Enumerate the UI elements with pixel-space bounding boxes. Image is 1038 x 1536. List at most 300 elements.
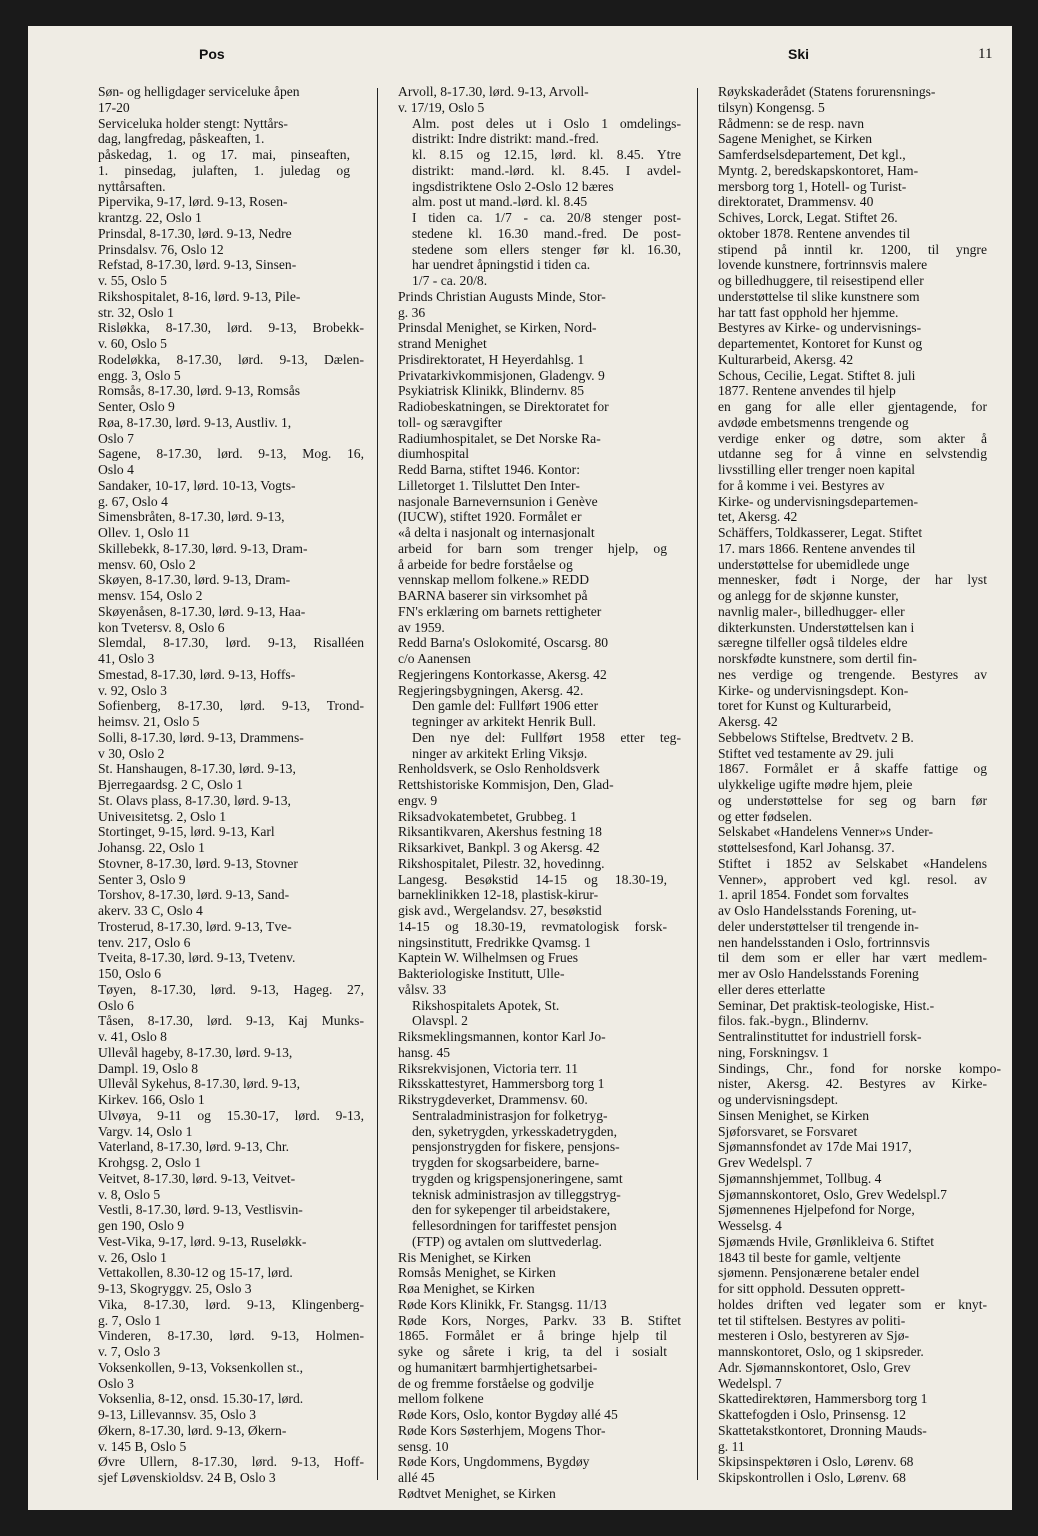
entry-line: tet til stiftelsen. Bestyres av politi-: [718, 1312, 906, 1328]
directory-entry: [98, 919, 364, 951]
entry-line: Økern, 8-17.30, lørd. 9-13, Økern-: [98, 1422, 287, 1438]
directory-entry: [98, 415, 364, 447]
entry-line: av 1959.: [398, 619, 445, 635]
directory-entry: [398, 1076, 681, 1092]
entry-line: Ullevål Sykehus, 8-17.30, lørd. 9-13,: [98, 1076, 300, 1092]
entry-line: v. 17/19, Oslo 5: [398, 99, 485, 115]
entry-line: strand Menighet: [398, 336, 487, 351]
directory-entry: [398, 1454, 681, 1486]
entry-line: akerv. 33 C, Oslo 4: [98, 903, 203, 918]
entry-line: og etter fødselen.: [718, 808, 812, 824]
directory-entry: [718, 368, 1001, 526]
entry-line: navnlig maler-, billedhugger- eller: [718, 603, 905, 619]
entry-line: v. 60, Oslo 5: [98, 336, 167, 351]
directory-entry: [718, 1407, 1001, 1423]
directory-entry: [98, 667, 364, 699]
entry-line: allé 45: [398, 1470, 435, 1485]
directory-entry: [98, 1328, 364, 1360]
entry-line: 1843 til beste for gamle, veltjente: [718, 1249, 901, 1265]
entry-line: Sagene, 8-17.30, lørd. 9-13, Mog. 16,: [98, 446, 364, 462]
entry-line: Prinsdalsv. 76, Oslo 12: [98, 241, 224, 257]
entry-line: teknisk administrasjon av tilleggstryg-: [412, 1186, 621, 1202]
directory-entry: [98, 1297, 364, 1329]
entry-line: Røa Menighet, se Kirken: [398, 1281, 535, 1296]
entry-line: Kirke- og undervisningsdepartemen-: [718, 493, 919, 509]
entry-line: v. 55, Oslo 5: [98, 273, 167, 288]
entry-line: v 30, Oslo 2: [98, 745, 165, 761]
directory-entry: [98, 1171, 364, 1203]
entry-line: 9-13, Skogryggv. 25, Oslo 3: [98, 1281, 252, 1296]
directory-entry: [398, 383, 681, 399]
entry-line: v. 8, Oslo 5: [98, 1186, 161, 1202]
directory-entry: [98, 194, 364, 226]
entry-line: Oslo 3: [98, 1375, 134, 1391]
entry-line: Stovner, 8-17.30, lørd. 9-13, Stovner: [98, 855, 298, 871]
entry-line: til dem som er eller har vært medlem-: [718, 950, 987, 966]
directory-entry: [98, 887, 364, 919]
entry-line: BARNA baserer sin virksomhet på: [398, 588, 588, 603]
entry-line: Kirke- og undervisningsdept. Kon-: [718, 682, 909, 698]
directory-entry: [718, 1029, 1001, 1061]
entry-line: Lilletorget 1. Tilsluttet Den Inter-: [398, 477, 580, 493]
entry-line: Veitvet, 8-17.30, lørd. 9-13, Veitvet-: [98, 1170, 296, 1186]
directory-entry: [98, 446, 364, 478]
entry-line: Refstad, 8-17.30, lørd. 9-13, Sinsen-: [98, 257, 297, 273]
directory-entry: [398, 1029, 681, 1061]
entry-note: [398, 1108, 681, 1250]
entry-line: Vaterland, 8-17.30, lørd. 9-13, Chr.: [98, 1139, 290, 1155]
entry-line: Krohgsg. 2, Oslo 1: [98, 1155, 202, 1170]
entry-line: Ris Menighet, se Kirken: [398, 1249, 531, 1265]
entry-line: stedene som ellers stenger før kl. 16.30,: [412, 241, 681, 257]
directory-entry: [98, 982, 364, 1014]
entry-line: Vettakollen, 8.30-12 og 15-17, lørd.: [98, 1265, 293, 1281]
entry-line: Ullevål hageby, 8-17.30, lørd. 9-13,: [98, 1044, 293, 1060]
directory-entry: [718, 730, 1001, 825]
entry-line: Røykskaderådet (Statens forurensnings-: [718, 84, 936, 99]
entry-line: Skattefogden i Oslo, Prinsensg. 12: [718, 1407, 907, 1422]
entry-line: Ollev. 1, Oslo 11: [98, 525, 190, 540]
directory-entry: [398, 352, 681, 368]
entry-line: Riksmeklingsmannen, kontor Karl Jo-: [398, 1029, 606, 1044]
entry-line: Solli, 8-17.30, lørd. 9-13, Drammens-: [98, 729, 304, 745]
entry-line: mannskontoret, Oslo, og 1 skipsreder.: [718, 1344, 924, 1359]
entry-line: Øvre Ullern, 8-17.30, lørd. 9-13, Hoff-: [98, 1454, 364, 1470]
directory-entry: [718, 1061, 1001, 1108]
entry-line: Sebbelows Stiftelse, Bredtvetv. 2 B.: [718, 729, 914, 745]
entry-line: Røa, 8-17.30, lørd. 9-13, Austliv. 1,: [98, 414, 292, 430]
directory-entry: [718, 1423, 1001, 1455]
entry-line: Røde Kors, Ungdommens, Bygdøy: [398, 1454, 590, 1470]
directory-entry: [98, 1360, 364, 1392]
entry-line: Oslo 6: [98, 997, 134, 1013]
entry-line: tet, Akersg. 42: [718, 509, 798, 525]
entry-line: ingsdistriktene Oslo 2-Oslo 12 bæres: [412, 178, 614, 194]
directory-entry: [98, 1234, 364, 1266]
entry-line: vålsv. 33: [398, 981, 447, 997]
column-divider-left: [377, 88, 378, 1480]
entry-line: Rodeløkka, 8-17.30, lørd. 9-13, Dælen-: [98, 351, 364, 367]
entry-line: livsstilling eller trenger noen kapital: [718, 462, 916, 477]
entry-line: Sindings, Chr., fond for norske kompo-: [718, 1060, 1001, 1076]
directory-entry: [398, 667, 681, 683]
column-left: [98, 84, 364, 1504]
entry-line: mellom folkene: [398, 1391, 484, 1407]
entry-line: deler understøttelser til trengende in-: [718, 918, 919, 934]
entry-line: Redd Barna's Oslokomité, Oscarsg. 80: [398, 635, 609, 651]
directory-entry: [398, 1486, 681, 1502]
directory-entry: [398, 1313, 681, 1408]
entry-line: stipend på inntil kr. 1200, til yngre: [718, 241, 987, 257]
directory-entry: [398, 856, 681, 998]
entry-line: Myntg. 2, beredskapskontoret, Ham-: [718, 162, 919, 178]
entry-line: Voksenlia, 8-12, onsd. 15.30-17, lørd.: [98, 1391, 304, 1407]
entry-line: nasjonale Barnevernsunion i Genève: [398, 493, 598, 509]
entry-line: Regjeringsbygningen, Akersg. 42.: [398, 682, 584, 698]
entry-line: 14-15 og 18.30-19, revmatologisk forsk-: [398, 918, 667, 934]
entry-line: verdige enker og døtre, som akter å: [718, 430, 987, 446]
entry-line: Schous, Cecilie, Legat. Stiftet 8. juli: [718, 367, 916, 383]
entry-line: Prisdirektoratet, H Heyerdahlsg. 1: [398, 351, 585, 367]
entry-line: gen 190, Oslo 9: [98, 1218, 185, 1233]
entry-line: Radiobeskatningen, se Direktoratet for: [398, 399, 609, 414]
entry-note: [398, 210, 681, 289]
entry-line: Røde Kors, Norges, Parkv. 33 B. Stiftet: [398, 1312, 681, 1328]
entry-line: lovende kunstnere, fortrinnsvis malere: [718, 257, 928, 273]
entry-line: filos. fak.-bygn., Blindernv.: [718, 1013, 869, 1029]
running-head-left: Pos: [199, 46, 225, 62]
entry-line: tenv. 217, Oslo 6: [98, 934, 191, 950]
entry-line: arbeid for barn som trenger hjelp, og: [398, 540, 667, 556]
entry-line: v. 145 B, Oslo 5: [98, 1438, 187, 1454]
entry-line: nister, Akersg. 42. Bestyres av Kirke-: [718, 1076, 987, 1092]
entry-line: dikterkunsten. Understøttelsen kan i: [718, 619, 915, 635]
entry-line: 150, Oslo 6: [98, 966, 162, 981]
directory-entry: [718, 1171, 1001, 1187]
entry-line: I tiden ca. 1/7 - ca. 20/8 stenger post-: [412, 210, 681, 225]
directory-entry: [398, 809, 681, 825]
entry-line: Stortinget, 9-15, lørd. 9-13, Karl: [98, 824, 275, 840]
entry-line: mensv. 60, Oslo 2: [98, 556, 196, 572]
entry-line: Alm. post deles ut i Oslo 1 omdelings-: [412, 115, 681, 131]
entry-line: sensg. 10: [398, 1438, 449, 1454]
directory-entry: [98, 761, 364, 793]
directory-entry: [398, 1297, 681, 1313]
entry-line: 1877. Rentene anvendes til hjelp: [718, 383, 896, 399]
entry-line: c/o Aanensen: [398, 651, 471, 666]
entry-line: trygden for skogsarbeidere, barne-: [412, 1155, 600, 1170]
column-middle: [398, 84, 681, 1504]
directory-entry: [718, 1391, 1001, 1407]
entry-line: understøttelse for ubemidlede unge: [718, 556, 910, 572]
directory-entry: [98, 257, 364, 289]
entry-line: Bakteriologiske Institutt, Ulle-: [398, 966, 565, 981]
entry-line: Sjømænds Hvile, Grønlikleiva 6. Stiftet: [718, 1233, 934, 1249]
entry-line: departementet, Kontoret for Kunst og: [718, 336, 923, 351]
directory-entry: [98, 635, 364, 667]
directory-entry: [398, 761, 681, 777]
entry-line: nen handelsstanden i Oslo, fortrinnsvis: [718, 934, 930, 950]
entry-line: Rikshospitalet, Pilestr. 32, hovedinng.: [398, 855, 605, 871]
entry-line: Torshov, 8-17.30, lørd. 9-13, Sand-: [98, 887, 290, 903]
entry-line: heimsv. 21, Oslo 5: [98, 714, 200, 729]
entry-line: sjef Løvenskioldsv. 24 B, Oslo 3: [98, 1470, 276, 1485]
directory-entry: [98, 730, 364, 762]
entry-line: Den nye del: Fullført 1958 etter teg-: [412, 729, 681, 745]
directory-entry: [98, 1265, 364, 1297]
entry-line: for å komme i vei. Bestyres av: [718, 477, 885, 493]
entry-line: Grev Wedelspl. 7: [718, 1155, 813, 1170]
entry-line: har uendret åpningstid i tiden ca.: [412, 257, 591, 273]
entry-line: Røde Kors, Oslo, kontor Bygdøy allé 45: [398, 1407, 618, 1422]
entry-line: og humanitært barmhjertighetsarbei-: [398, 1359, 598, 1375]
entry-line: Rikstrygdeverket, Drammensv. 60.: [398, 1092, 588, 1107]
entry-line: Vargv. 14, Oslo 1: [98, 1123, 193, 1139]
directory-entry: [98, 383, 364, 415]
directory-entry: [398, 462, 681, 635]
column-divider-right: [697, 88, 698, 1480]
entry-line: krantzg. 22, Oslo 1: [98, 210, 202, 225]
entry-line: St. Hanshaugen, 8-17.30, lørd. 9-13,: [98, 761, 296, 777]
entry-line: FN's erklæring om barnets rettigheter: [398, 603, 602, 619]
entry-line: fellesordningen for tariffestet pensjon: [412, 1218, 617, 1233]
entry-line: Sjømennenes Hjelpefond for Norge,: [718, 1202, 915, 1218]
entry-line: Samferdselsdepartement, Det kgl.,: [718, 147, 906, 162]
directory-entry: [398, 399, 681, 431]
entry-line: ningsinstitutt, Fredrikke Qvamsg. 1: [398, 934, 591, 950]
entry-line: Rikshospitalet, 8-16, lørd. 9-13, Pile-: [98, 288, 301, 304]
entry-line: Tåsen, 8-17.30, lørd. 9-13, Kaj Munks-: [98, 1013, 364, 1029]
entry-line: Ulvøya, 9-11 og 15.30-17, lørd. 9-13,: [98, 1107, 364, 1123]
entry-line: Vinderen, 8-17.30, lørd. 9-13, Holmen-: [98, 1328, 364, 1344]
directory-entry: [398, 320, 681, 352]
entry-line: v. 41, Oslo 8: [98, 1029, 167, 1044]
entry-note: [398, 698, 681, 761]
entry-line: Sjømannskontoret, Oslo, Grev Wedelspl.7: [718, 1186, 947, 1202]
directory-entry: [718, 1108, 1001, 1124]
entry-line: Radiumhospitalet, se Det Norske Ra-: [398, 430, 601, 446]
entry-line: Langesg. Besøkstid 14-15 og 18.30-19,: [398, 871, 667, 887]
entry-line: Kirkev. 166, Oslo 1: [98, 1092, 205, 1107]
directory-entry: [398, 1265, 681, 1281]
directory-entry: [398, 368, 681, 384]
entry-line: v. 26, Oslo 1: [98, 1249, 167, 1265]
directory-entry: [98, 541, 364, 573]
directory-entry: [398, 1250, 681, 1266]
entry-line: Johansg. 22, Oslo 1: [98, 840, 205, 855]
entry-line: Seminar, Det praktisk-teologiske, Hist.-: [718, 997, 935, 1013]
entry-line: Vestli, 8-17.30, lørd. 9-13, Vestlisvin-: [98, 1202, 303, 1218]
entry-line: mersborg torg 1, Hotell- og Turist-: [718, 178, 907, 194]
entry-line: og billedhuggere, til reisestipend eller: [718, 273, 924, 288]
entry-line: Sinsen Menighet, se Kirken: [718, 1107, 870, 1123]
entry-line: den, syketrygden, yrkesskadetrygden,: [412, 1123, 617, 1139]
entry-line: St. Olavs plass, 8-17.30, lørd. 9-13,: [98, 792, 291, 808]
directory-entry: [398, 1423, 681, 1455]
entry-line: 17. mars 1866. Rentene anvendes til: [718, 540, 916, 556]
entry-line: og undervisningsdept.: [718, 1092, 839, 1107]
directory-entry: [98, 793, 364, 825]
entry-line: av Oslo Handelsstands Forening, ut-: [718, 903, 917, 918]
directory-entry: [398, 683, 681, 699]
entry-line: Olavspl. 2: [412, 1013, 468, 1029]
entry-line: Redd Barna, stiftet 1946. Kontor:: [398, 462, 580, 477]
entry-line: 17-20: [98, 99, 130, 115]
entry-line: 1. april 1854. Fondet som forvaltes: [718, 887, 909, 903]
entry-line: Dampl. 19, Oslo 8: [98, 1060, 199, 1076]
entry-line: Regjeringens Kontorkasse, Akersg. 42: [398, 666, 607, 682]
directory-entry: [718, 998, 1001, 1030]
entry-line: Kaptein W. Wilhelmsen og Frues: [398, 950, 579, 966]
entry-line: de og fremme forståelse og godvilje: [398, 1375, 594, 1391]
directory-entry: [718, 131, 1001, 147]
entry-line: avdøde embetsmenns trengende og: [718, 414, 909, 430]
entry-line: Tøyen, 8-17.30, lørd. 9-13, Hageg. 27,: [98, 981, 364, 997]
directory-entry: [398, 1061, 681, 1077]
entry-line: 1865. Formålet er å bringe hjelp til: [398, 1328, 667, 1344]
entry-line: Selskabet «Handelens Venner»s Under-: [718, 824, 934, 840]
entry-line: Slemdal, 8-17.30, lørd. 9-13, Risalléen: [98, 635, 364, 651]
entry-line: Riksarkivet, Bankpl. 3 og Akersg. 42: [398, 840, 600, 855]
entry-line: Univeısitetsg. 2, Oslo 1: [98, 808, 227, 824]
directory-entry: [98, 84, 364, 116]
entry-line: Rødtvet Menighet, se Kirken: [398, 1485, 556, 1501]
entry-line: Voksenkollen, 9-13, Voksenkollen st.,: [98, 1359, 304, 1375]
entry-line: Wedelspl. 7: [718, 1375, 782, 1391]
entry-line: Den gamle del: Fullført 1906 etter: [412, 698, 599, 714]
entry-line: Serviceluka holder stengt: Nyttårs-: [98, 115, 288, 131]
directory-entry: [398, 431, 681, 463]
directory-entry: [98, 856, 364, 888]
directory-entry: [98, 1076, 364, 1108]
entry-line: mensv. 154, Oslo 2: [98, 588, 203, 603]
entry-line: pensjonstrygden for fiskere, pensjons-: [412, 1139, 620, 1155]
entry-line: engg. 3, Oslo 5: [98, 367, 181, 383]
entry-line: Bjerregaardsg. 2 C, Oslo 1: [98, 777, 243, 792]
entry-line: «å delta i nasjonalt og internasjonalt: [398, 525, 595, 540]
entry-line: Rådmenn: se de resp. navn: [718, 115, 865, 131]
entry-line: Søn- og helligdager serviceluke åpen: [98, 84, 300, 99]
entry-line: Bestyres av Kirke- og undervisnings-: [718, 320, 922, 336]
directory-entry: [718, 824, 1001, 997]
entry-line: norskfødte kunstnere, som dertil fin-: [718, 651, 917, 666]
entry-line: Riksskattestyret, Hammersborg torg 1: [398, 1076, 605, 1092]
entry-line: oktober 1878. Rentene anvendes til: [718, 225, 911, 241]
directory-entry: [98, 950, 364, 982]
entry-line: v. 92, Oslo 3: [98, 682, 167, 698]
directory-entry: [98, 1013, 364, 1045]
entry-line: Oslo 7: [98, 430, 134, 446]
directory-entry: [98, 698, 364, 730]
entry-line: Sjømannsfondet av 17de Mai 1917,: [718, 1139, 912, 1155]
entry-line: (FTP) og avtalen om sluttvederlag.: [412, 1233, 602, 1249]
entry-line: Skipskontrollen i Oslo, Lørenv. 68: [718, 1470, 906, 1485]
directory-entry: [98, 1423, 364, 1455]
entry-line: distrikt: Indre distrikt: mand.-fred.: [412, 131, 599, 147]
entry-line: Skipsinspektøren i Oslo, Lørenv. 68: [718, 1454, 914, 1470]
entry-line: (IUCW), stiftet 1920. Formålet er: [398, 509, 582, 525]
entry-line: g. 7, Oslo 1: [98, 1312, 162, 1328]
directory-entry: [398, 840, 681, 856]
entry-line: Romsås, 8-17.30, lørd. 9-13, Romsås: [98, 383, 301, 399]
entry-line: Prinsdal, 8-17.30, lørd. 9-13, Nedre: [98, 225, 292, 241]
entry-line: hansg. 45: [398, 1044, 451, 1060]
directory-entry: [718, 116, 1001, 132]
entry-line: Rikshospitalets Apotek, St.: [412, 997, 560, 1013]
running-head-right: Ski: [788, 46, 810, 62]
entry-line: Arvoll, 8-17.30, lørd. 9-13, Arvoll-: [398, 84, 589, 99]
page-number: 11: [978, 46, 993, 62]
entry-line: barneklinikken 12-18, plastisk-kirur-: [398, 887, 599, 903]
entry-line: diumhospital: [398, 446, 469, 462]
directory-entry: [98, 1139, 364, 1171]
entry-line: g. 67, Oslo 4: [98, 493, 168, 509]
entry-line: Skattetakstkontoret, Dronning Mauds-: [718, 1422, 927, 1438]
entry-line: Schives, Lorck, Legat. Stiftet 26.: [718, 210, 898, 225]
directory-entry: [718, 1124, 1001, 1140]
entry-line: Romsås Menighet, se Kirken: [398, 1265, 556, 1281]
entry-line: Sentraladministrasjon for folketryg-: [412, 1107, 608, 1123]
directory-entry: [398, 777, 681, 809]
entry-line: Prinsdal Menighet, se Kirken, Nord-: [398, 320, 597, 336]
entry-line: Røde Kors Søsterhjem, Mogens Thor-: [398, 1422, 606, 1438]
entry-line: vennskap mellom folkene.» REDD: [398, 572, 590, 588]
directory-entry: [98, 572, 364, 604]
entry-line: Sofienberg, 8-17.30, lørd. 9-13, Trond-: [98, 698, 364, 714]
entry-line: særegne tilfeller også tildeles eldre: [718, 635, 908, 651]
directory-entry: [98, 289, 364, 321]
entry-line: Simensbråten, 8-17.30, lørd. 9-13,: [98, 509, 285, 525]
entry-line: mennesker, født i Norge, der har lyst: [718, 572, 987, 588]
directory-entry: [398, 1281, 681, 1297]
directory-entry: [398, 635, 681, 667]
directory-page: [28, 26, 1012, 1510]
directory-entry: [398, 1092, 681, 1108]
entry-line: Stiftet i 1852 av Selskabet «Handelens: [718, 855, 987, 871]
entry-line: g. 11: [718, 1438, 745, 1454]
entry-line: Stiftet ved testamente av 29. juli: [718, 745, 894, 761]
entry-line: Venner», approbert ved kgl. resol. av: [718, 871, 987, 887]
entry-line: Vest-Vika, 9-17, lørd. 9-13, Ruseløkk-: [98, 1233, 307, 1249]
entry-line: 1867. Formålet er å skaffe fattige og: [718, 761, 987, 777]
directory-entry: [718, 147, 1001, 210]
entry-line: Tveita, 8-17.30, lørd. 9-13, Tvetenv.: [98, 950, 296, 966]
entry-line: 1/7 - ca. 20/8.: [412, 273, 488, 288]
entry-note: [398, 998, 681, 1030]
entry-line: Sentralinstituttet for industriell forsk-: [718, 1029, 922, 1044]
entry-line: Risløkka, 8-17.30, lørd. 9-13, Brobekk-: [98, 320, 364, 336]
entry-line: Adr. Sjømannskontoret, Oslo, Grev: [718, 1359, 911, 1375]
entry-line: har tatt fast opphold her hjemme.: [718, 304, 899, 320]
entry-line: mesteren i Oslo, bestyreren av Sjø-: [718, 1328, 910, 1344]
entry-line: Sandaker, 10-17, lørd. 10-13, Vogts-: [98, 477, 296, 493]
directory-entry: [98, 320, 364, 352]
directory-entry: [98, 1391, 364, 1423]
entry-line: nyttårsaften.: [98, 178, 166, 194]
entry-line: stedene kl. 16.30 mand.-fred. De post-: [412, 225, 681, 241]
entry-line: sjømenn. Pensjonærene betaler endel: [718, 1265, 920, 1281]
entry-line: toll- og særavgifter: [398, 414, 503, 430]
entry-line: gisk avd., Wergelandsv. 27, besøkstid: [398, 903, 602, 918]
entry-line: dag, langfredag, påskeaften, 1.: [98, 131, 265, 147]
entry-line: utdanne seg for å vinne en selvstendig: [718, 446, 987, 462]
entry-line: den for sykepenger til arbeidstakere,: [412, 1202, 611, 1218]
entry-line: holdes driften ved legater som er knyt-: [718, 1296, 987, 1312]
directory-entry: [98, 352, 364, 384]
directory-entry: [98, 824, 364, 856]
entry-line: Psykiatrisk Klinikk, Blindernv. 85: [398, 383, 585, 399]
entry-line: Riksadvokatembetet, Grubbeg. 1: [398, 808, 577, 824]
